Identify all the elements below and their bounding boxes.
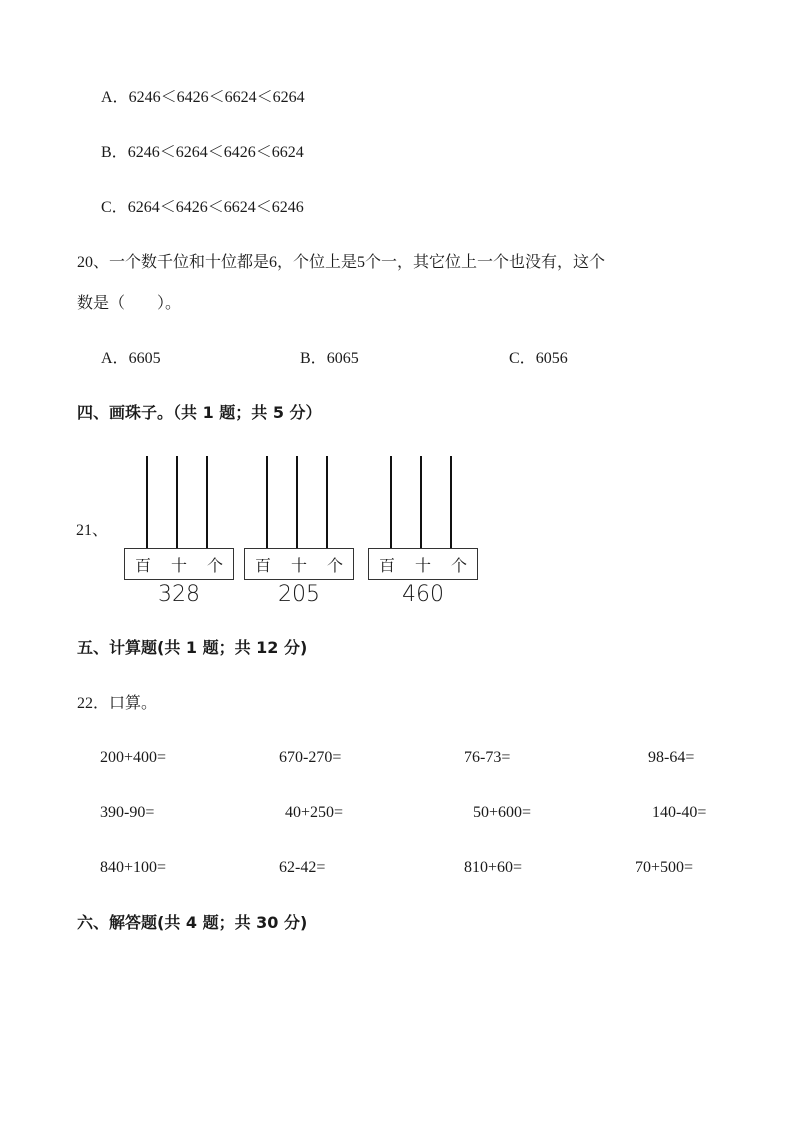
tens-label: 十 bbox=[414, 555, 431, 575]
abacus-2 bbox=[244, 456, 354, 616]
q20-option-c-text: 6056 bbox=[535, 350, 568, 367]
q20-option-b-text: 6065 bbox=[326, 350, 359, 367]
q19-option-a-text: 6246＜6426＜6624＜6264 bbox=[128, 89, 305, 106]
tens-rod bbox=[296, 456, 298, 548]
abacus-3-value: 460 bbox=[402, 582, 444, 607]
abacus-1-place-labels bbox=[124, 548, 234, 580]
abacus-1 bbox=[124, 456, 234, 616]
abacus-3 bbox=[368, 456, 478, 616]
hundreds-label: 百 bbox=[378, 555, 395, 575]
abacus-3-place-labels bbox=[368, 548, 478, 580]
hundreds-label: 百 bbox=[134, 555, 151, 575]
ones-label: 个 bbox=[206, 555, 223, 575]
q20-option-b bbox=[300, 349, 359, 369]
q20-stem-line2: 数是（ ）。 bbox=[77, 295, 182, 312]
ones-label: 个 bbox=[326, 555, 343, 575]
calc-r2c3: 50+600= bbox=[473, 804, 532, 821]
tens-rod bbox=[420, 456, 422, 548]
q19-option-c bbox=[101, 198, 304, 218]
ones-rod bbox=[326, 456, 328, 548]
calc-r1c4: 98-64= bbox=[648, 749, 695, 766]
q19-option-c-text: 6264＜6426＜6624＜6246 bbox=[127, 199, 304, 216]
calc-r1c3: 76-73= bbox=[464, 749, 511, 766]
hundreds-rod bbox=[390, 456, 392, 548]
tens-label: 十 bbox=[170, 555, 187, 575]
abacus-2-value: 205 bbox=[278, 582, 320, 607]
section-6-title: 六、解答题(共 4 题；共 30 分) bbox=[77, 913, 308, 932]
calc-r3c1: 840+100= bbox=[100, 859, 167, 876]
calc-r2c2: 40+250= bbox=[285, 804, 344, 821]
q20-option-a bbox=[101, 349, 161, 369]
q20-option-a-letter: A． bbox=[101, 350, 129, 367]
calc-r1c1: 200+400= bbox=[100, 749, 167, 766]
calc-r2c1: 390-90= bbox=[100, 804, 155, 821]
q20-stem-line1: 20、一个数千位和十位都是6，个位上是5个一，其它位上一个也没有，这个 bbox=[77, 254, 606, 271]
q19-option-b bbox=[101, 143, 304, 163]
tens-label: 十 bbox=[290, 555, 307, 575]
calc-r1c2: 670-270= bbox=[279, 749, 342, 766]
q19-option-c-letter: C． bbox=[101, 199, 128, 216]
tens-rod bbox=[176, 456, 178, 548]
ones-label: 个 bbox=[450, 555, 467, 575]
calc-r3c2: 62-42= bbox=[279, 859, 326, 876]
q21-number: 21、 bbox=[76, 522, 109, 539]
abacus-1-value: 328 bbox=[158, 582, 200, 607]
hundreds-rod bbox=[146, 456, 148, 548]
abacus-3-rods bbox=[368, 456, 478, 548]
q20-option-c-letter: C． bbox=[509, 350, 536, 367]
q22-label: 22．口算。 bbox=[77, 695, 158, 712]
abacus-2-place-labels bbox=[244, 548, 354, 580]
q19-option-a-letter: A． bbox=[101, 89, 129, 106]
section-5-title: 五、计算题(共 1 题；共 12 分) bbox=[77, 638, 308, 657]
calc-r2c4: 140-40= bbox=[652, 804, 707, 821]
abacus-1-rods bbox=[124, 456, 234, 548]
ones-rod bbox=[450, 456, 452, 548]
q20-option-b-letter: B． bbox=[300, 350, 327, 367]
section-4-title: 四、画珠子。（共 1 题；共 5 分） bbox=[77, 403, 322, 422]
ones-rod bbox=[206, 456, 208, 548]
q19-option-a bbox=[101, 88, 305, 108]
calc-r3c4: 70+500= bbox=[635, 859, 694, 876]
hundreds-rod bbox=[266, 456, 268, 548]
q19-option-b-letter: B． bbox=[101, 144, 128, 161]
q20-option-a-text: 6605 bbox=[128, 350, 161, 367]
abacus-2-rods bbox=[244, 456, 354, 548]
q20-option-c bbox=[509, 349, 568, 369]
q19-option-b-text: 6246＜6264＜6426＜6624 bbox=[127, 144, 304, 161]
calc-r3c3: 810+60= bbox=[464, 859, 523, 876]
hundreds-label: 百 bbox=[254, 555, 271, 575]
